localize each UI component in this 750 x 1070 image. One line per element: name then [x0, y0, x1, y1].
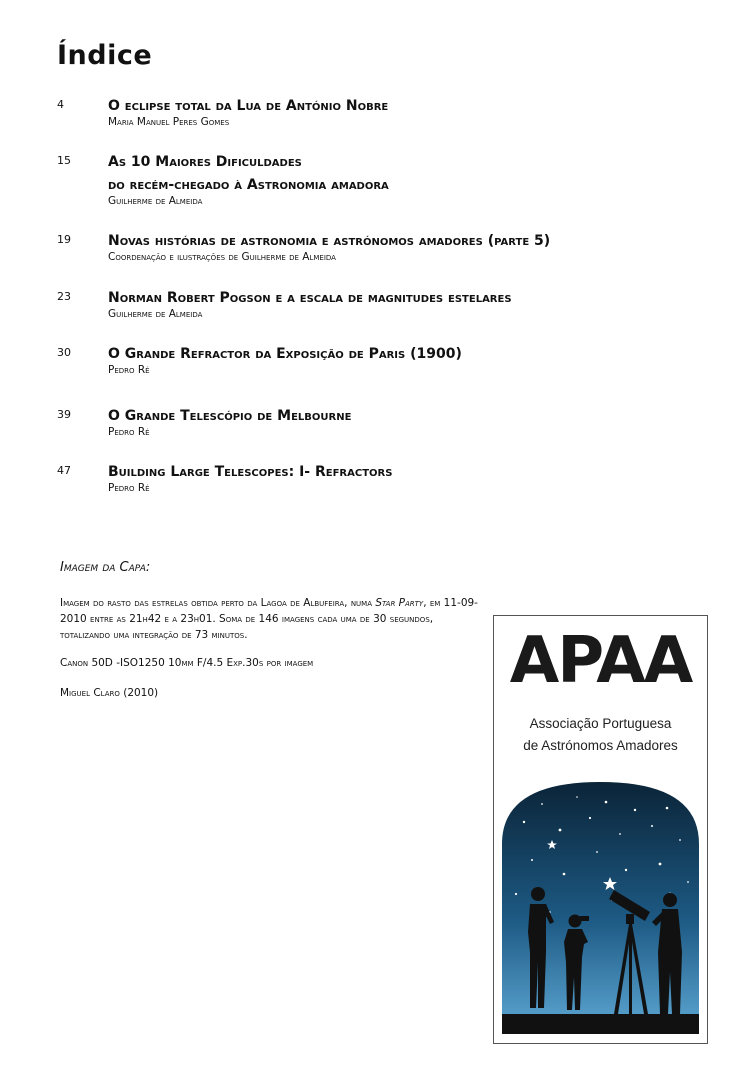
cover-description	[60, 595, 480, 643]
toc-title: Norman Robert Pogson e a escala de magnitudes estelares	[108, 290, 512, 306]
cover-tech-details: Canon 50D -ISO1250 10mm F/4.5 Exp.30s por imagem	[60, 657, 314, 669]
logo-association-name	[494, 713, 707, 757]
toc-page-number: 19	[57, 233, 71, 246]
toc-page-number: 23	[57, 290, 71, 303]
toc-author: Pedro Ré	[108, 482, 150, 494]
toc-author: Guilherme de Almeida	[108, 308, 203, 320]
toc-author: Pedro Ré	[108, 364, 150, 376]
toc-title: Building Large Telescopes: I- Refractors	[108, 464, 393, 480]
toc-page-number: 15	[57, 154, 71, 167]
cover-desc-part: Imagem do rasto das estrelas obtida perto da Lagoa de Albufeira, numa	[60, 597, 376, 609]
toc-title: As 10 Maiores Dificuldades	[108, 154, 302, 170]
cover-heading: Imagem da Capa:	[60, 560, 151, 575]
cover-caption	[60, 560, 480, 717]
night-sky-silhouette-icon	[502, 782, 699, 1034]
toc-page-number: 47	[57, 464, 71, 477]
toc-page-number: 4	[57, 98, 64, 111]
cover-desc-emphasis: Star Party	[375, 597, 424, 609]
cover-desc-part: , em 11-09-2010 entre as 21h42 e a 23h01. Soma de 146 imagens cada uma de 30 segundos, totalizando uma integração de 73 minutos.	[60, 597, 478, 641]
page-title: Índice	[57, 40, 153, 71]
toc-page-number: 30	[57, 346, 71, 359]
toc-title: O Grande Refractor da Exposição de Paris (1900)	[108, 346, 462, 362]
logo-acronym: APAA	[509, 624, 692, 698]
logo-name-line-2: de Astrónomos Amadores	[523, 738, 678, 753]
logo-name-line-1: Associação Portuguesa	[529, 716, 672, 731]
toc-author: Maria Manuel Peres Gomes	[108, 116, 230, 128]
toc-author: Pedro Ré	[108, 426, 150, 438]
toc-title: O eclipse total da Lua de António Nobre	[108, 98, 389, 114]
apaa-logo	[493, 615, 708, 1044]
toc-title: Novas histórias de astronomia e astrónomos amadores (parte 5)	[108, 233, 551, 249]
toc-title-line-2: do recém-chegado à Astronomia amadora	[108, 177, 389, 193]
toc-author: Coordenação e ilustrações de Guilherme de Almeida	[108, 251, 336, 263]
toc-title: O Grande Telescópio de Melbourne	[108, 408, 352, 424]
cover-credit: Miguel Claro (2010)	[60, 687, 159, 699]
toc-page-number: 39	[57, 408, 71, 421]
toc-author: Guilherme de Almeida	[108, 195, 203, 207]
